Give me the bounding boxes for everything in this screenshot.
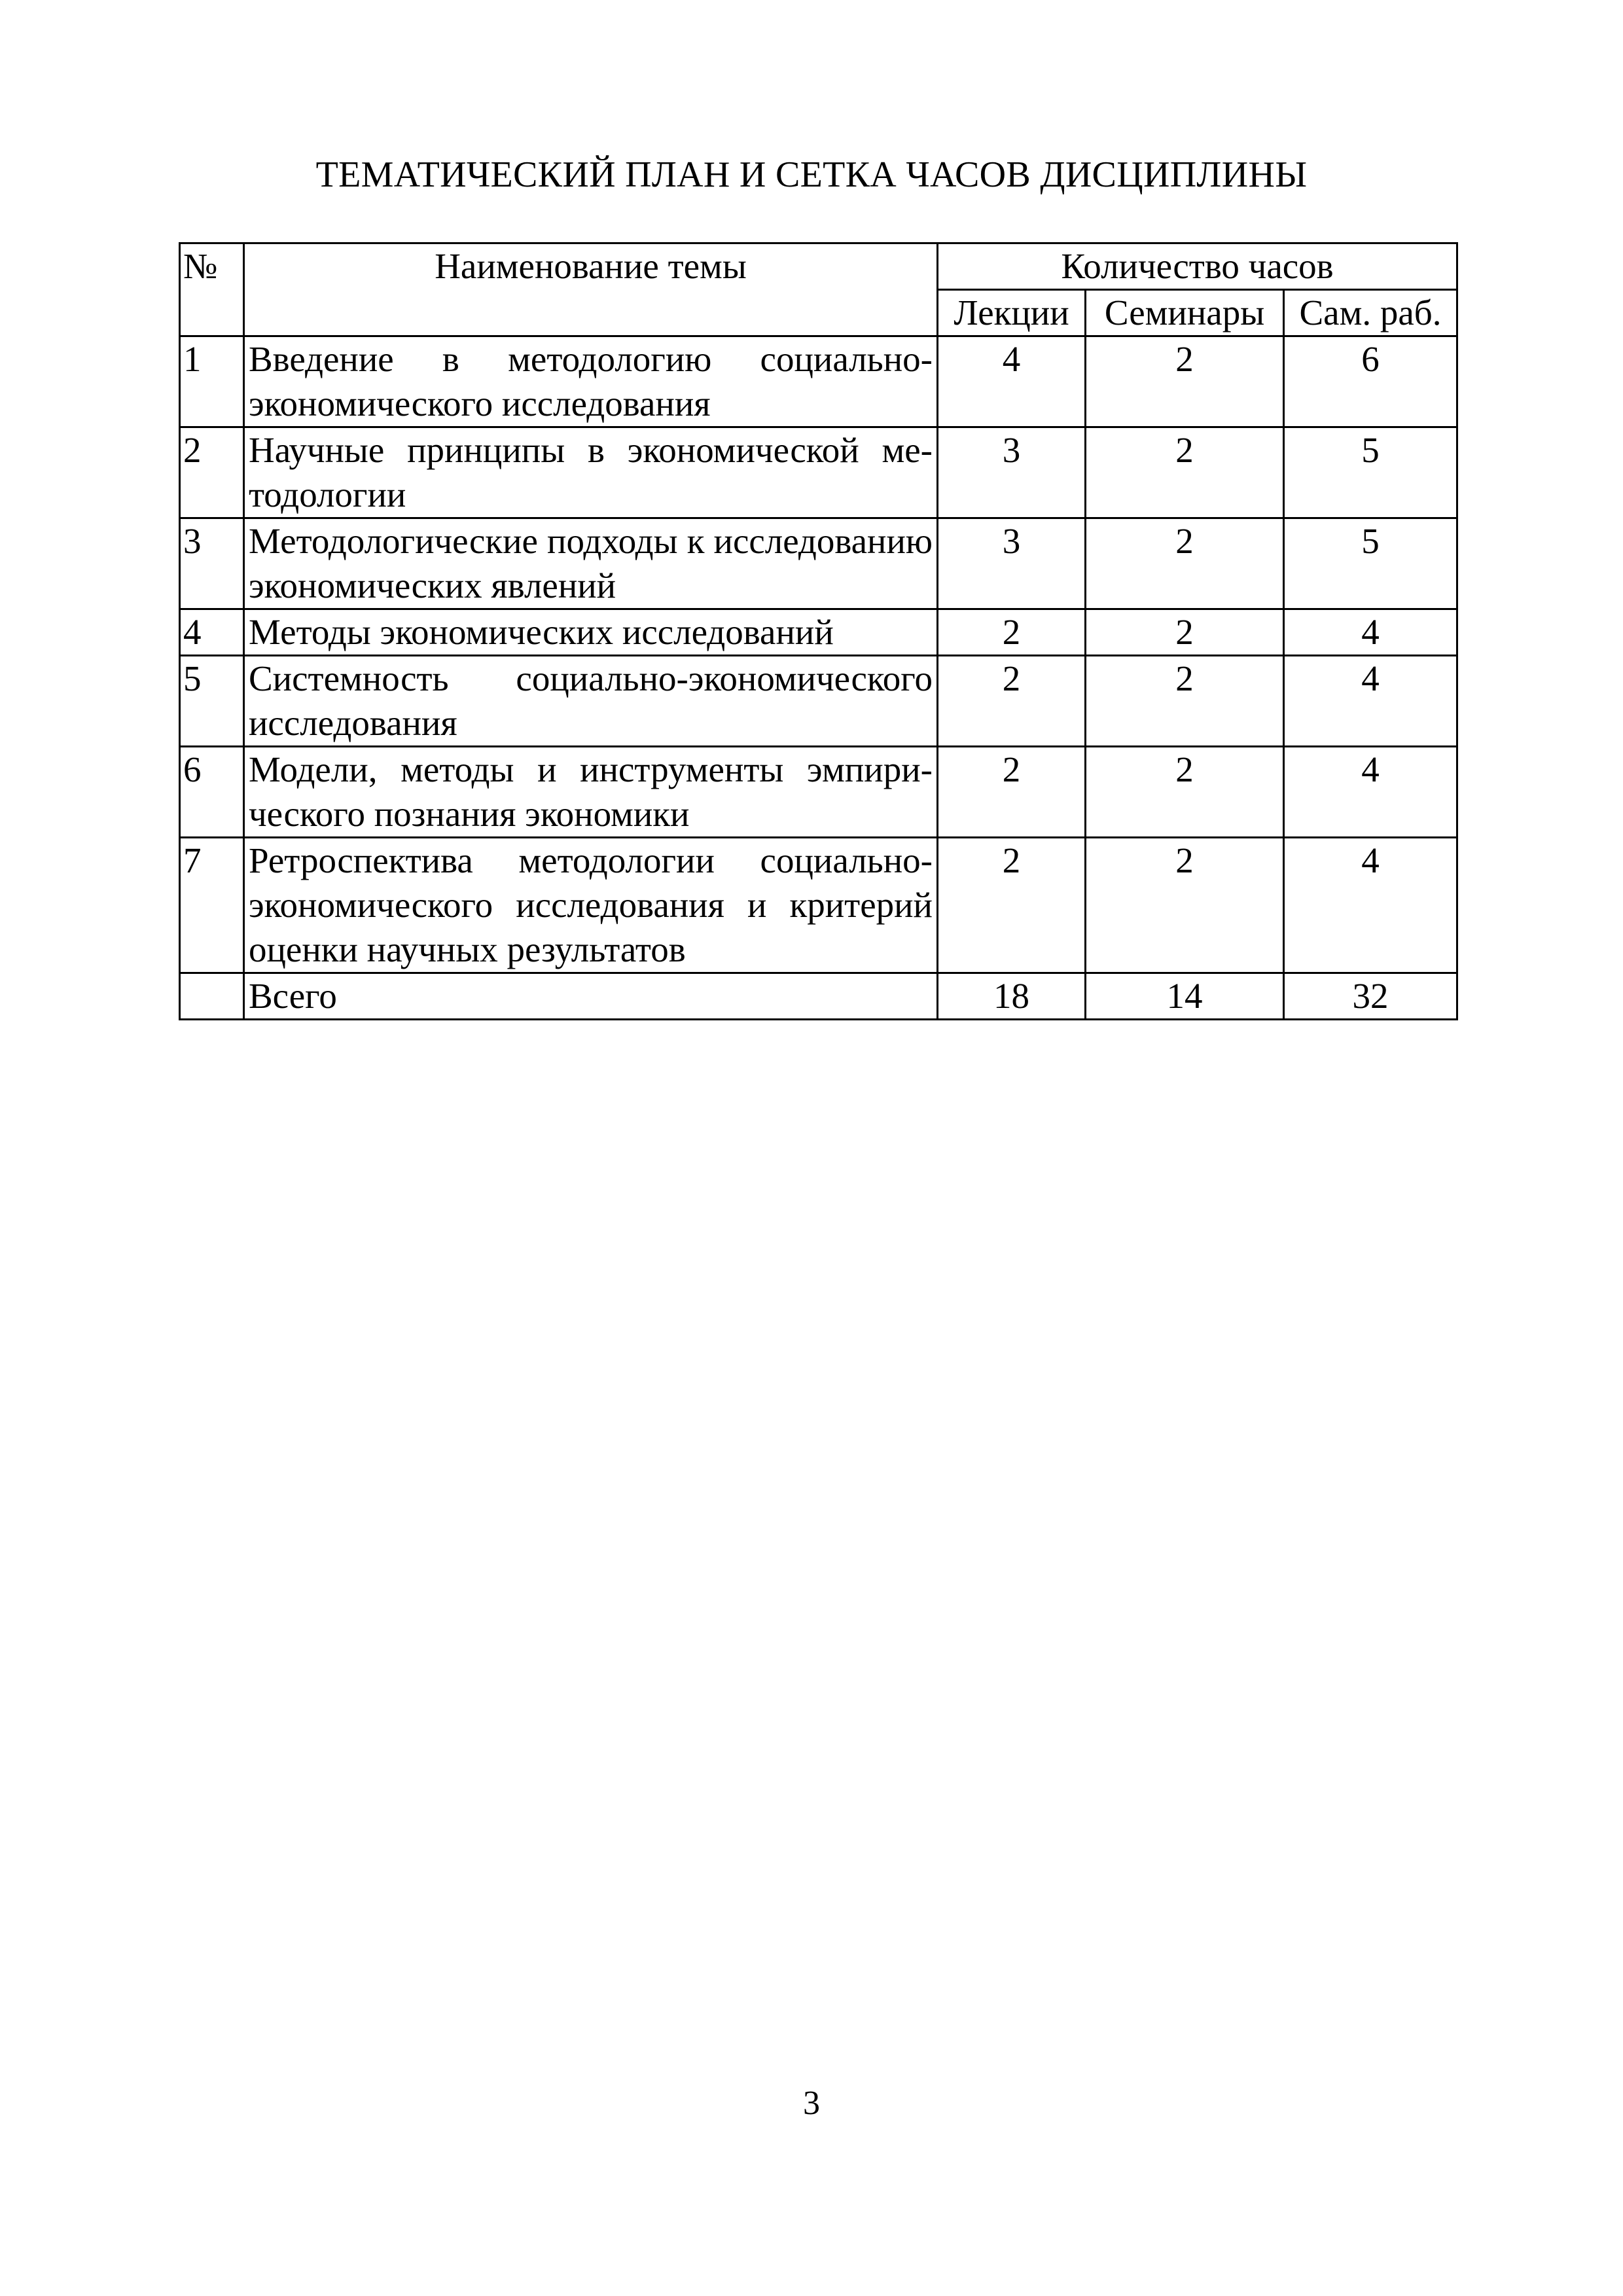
row-self-study: 4 — [1284, 747, 1457, 838]
row-seminars: 2 — [1086, 838, 1284, 973]
table-row — [180, 656, 1457, 747]
total-label: Всего — [244, 973, 938, 1020]
row-topic: Методологические подходы к исследованию экономических явлений — [244, 518, 938, 609]
row-seminars: 2 — [1086, 518, 1284, 609]
total-lectures: 18 — [938, 973, 1086, 1020]
row-lectures: 3 — [938, 518, 1086, 609]
row-number: 2 — [180, 427, 244, 518]
row-lectures: 2 — [938, 609, 1086, 656]
thematic-plan-table — [179, 242, 1458, 1020]
total-self-study: 32 — [1284, 973, 1457, 1020]
table-row — [180, 427, 1457, 518]
row-self-study: 5 — [1284, 518, 1457, 609]
row-number: 7 — [180, 838, 244, 973]
row-topic: Системность социально-экономического исследования — [244, 656, 938, 747]
row-self-study: 4 — [1284, 656, 1457, 747]
row-lectures: 2 — [938, 747, 1086, 838]
row-seminars: 2 — [1086, 747, 1284, 838]
header-number: № — [180, 243, 244, 336]
header-self-study: Сам. раб. — [1284, 290, 1457, 336]
header-hours: Количество часов — [938, 243, 1457, 290]
row-self-study: 5 — [1284, 427, 1457, 518]
row-lectures: 2 — [938, 656, 1086, 747]
header-row-1 — [180, 243, 1457, 290]
row-number: 3 — [180, 518, 244, 609]
row-lectures: 3 — [938, 427, 1086, 518]
row-self-study: 4 — [1284, 609, 1457, 656]
header-lectures: Лекции — [938, 290, 1086, 336]
row-lectures: 4 — [938, 336, 1086, 427]
row-self-study: 6 — [1284, 336, 1457, 427]
row-topic: Ретроспектива методологии социально-экономического исследования и критерий оценки научных результатов — [244, 838, 938, 973]
row-seminars: 2 — [1086, 656, 1284, 747]
row-seminars: 2 — [1086, 336, 1284, 427]
total-number — [180, 973, 244, 1020]
row-topic: Введение в методологию социально-экономического исследования — [244, 336, 938, 427]
row-number: 4 — [180, 609, 244, 656]
header-topic: Наименование темы — [244, 243, 938, 336]
table-row — [180, 609, 1457, 656]
table-row — [180, 336, 1457, 427]
row-lectures: 2 — [938, 838, 1086, 973]
row-topic: Научные принципы в экономической методологии — [244, 427, 938, 518]
row-number: 1 — [180, 336, 244, 427]
row-seminars: 2 — [1086, 609, 1284, 656]
row-number: 5 — [180, 656, 244, 747]
total-seminars: 14 — [1086, 973, 1284, 1020]
row-topic: Модели, методы и инструменты эмпирического познания экономики — [244, 747, 938, 838]
table-row — [180, 518, 1457, 609]
table-row — [180, 747, 1457, 838]
row-seminars: 2 — [1086, 427, 1284, 518]
header-seminars: Семинары — [1086, 290, 1284, 336]
row-self-study: 4 — [1284, 838, 1457, 973]
total-row — [180, 973, 1457, 1020]
page-title: ТЕМАТИЧЕСКИЙ ПЛАН И СЕТКА ЧАСОВ ДИСЦИПЛИНЫ — [315, 154, 1308, 195]
row-number: 6 — [180, 747, 244, 838]
row-topic: Методы экономических исследований — [244, 609, 938, 656]
page-number: 3 — [803, 2085, 820, 2122]
table-row — [180, 838, 1457, 973]
